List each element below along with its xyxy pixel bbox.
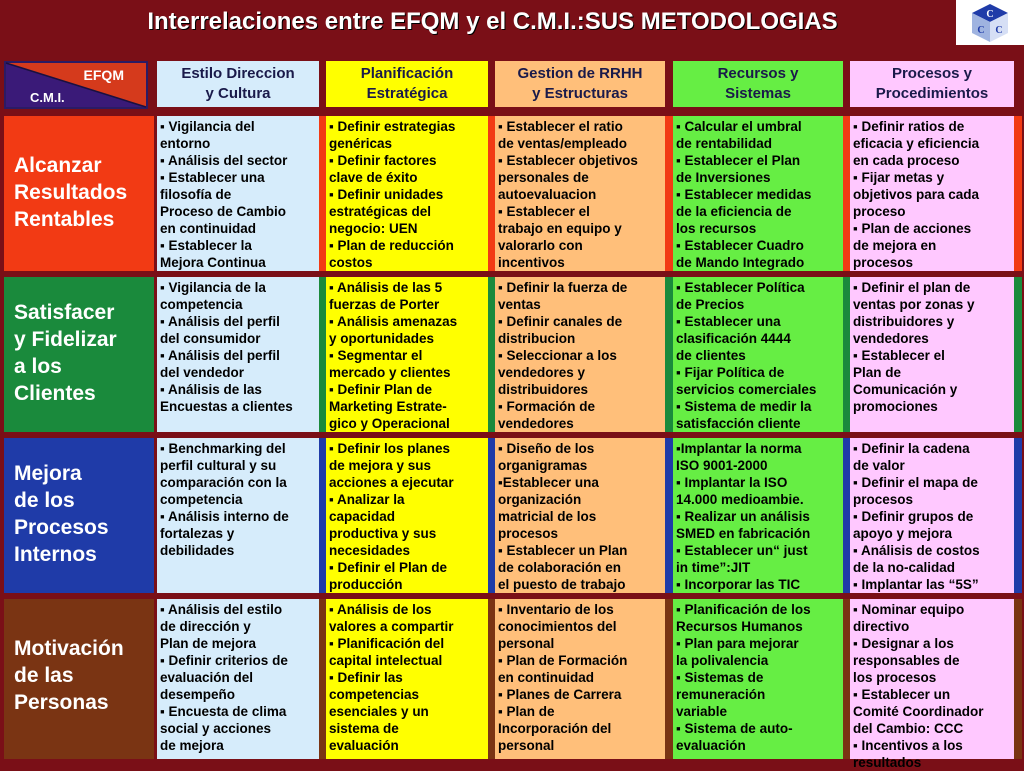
page-title: Interrelaciones entre EFQM y el C.M.I.:SUS METODOLOGIAS [147, 8, 838, 35]
cell-satisfacer-clientes-estilo-direccion: ▪ Vigilancia de la competencia ▪ Análisis del perfil del consumidor ▪ Análisis del perfil del vendedor ▪ Análisis de las Encuestas a clientes [157, 277, 319, 432]
cell-satisfacer-clientes-gestion-rrhh: ▪ Definir la fuerza de ventas ▪ Definir canales de distribucion ▪ Seleccionar a los vendedores y distribuidores ▪ Formación de vendedores [495, 277, 665, 432]
cell-alcanzar-resultados-gestion-rrhh: ▪ Establecer el ratio de ventas/empleado ▪ Establecer objetivos personales de autoevaluacion ▪ Establecer el trabajo en equipo y valorarlo con incentivos [495, 116, 665, 271]
row-band-segment [1014, 277, 1022, 432]
row-band-segment [1014, 438, 1022, 593]
row-header-motivacion-personas: Motivación de las Personas [4, 599, 154, 759]
cell-motivacion-personas-planificacion-estrategica: ▪ Análisis de los valores a compartir ▪ Planificación del capital intelectual ▪ Definir las competencias esenciales y un sistema de evaluación [326, 599, 488, 759]
row-band-segment [1014, 116, 1022, 271]
cell-satisfacer-clientes-procesos-procedimientos: ▪ Definir el plan de ventas por zonas y distribuidores y vendedores ▪ Establecer el Plan de Comunicación y promociones [850, 277, 1014, 432]
row-header-mejora-procesos: Mejora de los Procesos Internos [4, 438, 154, 593]
row-header-satisfacer-clientes: Satisfacer y Fidelizar a los Clientes [4, 277, 154, 432]
row-band-segment [665, 116, 673, 271]
column-header-estilo-direccion: Estilo Direccion y Cultura [157, 61, 319, 107]
cell-mejora-procesos-recursos-sistemas: ▪Implantar la norma ISO 9001-2000 ▪ Implantar la ISO 14.000 medioambie. ▪ Realizar un análisis SMED en fabricación ▪ Establecer un“ just in time”:JIT ▪ Incorporar las TIC [673, 438, 843, 593]
logo-letter-top: C [986, 9, 994, 20]
corner-efqm-label: EFQM [83, 67, 124, 83]
logo-letter-left: C [977, 25, 985, 36]
cell-motivacion-personas-procesos-procedimientos: ▪ Nominar equipo directivo ▪ Designar a los responsables de los procesos ▪ Establecer un Comité Coordinador del Cambio: CCC ▪ Incentivos a los resultados [850, 599, 1014, 759]
row-band-segment [1014, 599, 1022, 759]
corner-cmi-label: C.M.I. [30, 90, 65, 105]
cell-motivacion-personas-recursos-sistemas: ▪ Planificación de los Recursos Humanos ▪ Plan para mejorar la polivalencia ▪ Sistemas de remuneración variable ▪ Sistema de auto- evaluación [673, 599, 843, 759]
cell-mejora-procesos-estilo-direccion: ▪ Benchmarking del perfil cultural y su comparación con la competencia ▪ Análisis interno de fortalezas y debilidades [157, 438, 319, 593]
cube-logo-icon [956, 0, 1024, 45]
cell-alcanzar-resultados-planificacion-estrategica: ▪ Definir estrategias genéricas ▪ Definir factores clave de éxito ▪ Definir unidades estratégicas del negocio: UEN ▪ Plan de reducción costos [326, 116, 488, 271]
logo [956, 0, 1024, 45]
column-header-procesos-procedimientos: Procesos y Procedimientos [850, 61, 1014, 107]
row-band-segment [665, 438, 673, 593]
row-band-segment [665, 599, 673, 759]
column-header-gestion-rrhh: Gestion de RRHH y Estructuras [495, 61, 665, 107]
corner-header [4, 61, 148, 109]
cell-satisfacer-clientes-recursos-sistemas: ▪ Establecer Política de Precios ▪ Establecer una clasificación 4444 de clientes ▪ Fijar Política de servicios comerciales ▪ Sistema de medir la satisfacción cliente [673, 277, 843, 432]
row-header-alcanzar-resultados: Alcanzar Resultados Rentables [4, 116, 154, 271]
cell-motivacion-personas-gestion-rrhh: ▪ Inventario de los conocimientos del personal ▪ Plan de Formación en continuidad ▪ Planes de Carrera ▪ Plan de Incorporación del personal [495, 599, 665, 759]
logo-letter-right: C [995, 25, 1003, 36]
row-band-segment [665, 277, 673, 432]
cell-mejora-procesos-planificacion-estrategica: ▪ Definir los planes de mejora y sus acciones a ejecutar ▪ Analizar la capacidad productiva y sus necesidades ▪ Definir el Plan de producción [326, 438, 488, 593]
column-header-recursos-sistemas: Recursos y Sistemas [673, 61, 843, 107]
cell-satisfacer-clientes-planificacion-estrategica: ▪ Análisis de las 5 fuerzas de Porter ▪ Análisis amenazas y oportunidades ▪ Segmentar el mercado y clientes ▪ Definir Plan de Marketing Estrate- gico y Operacional [326, 277, 488, 432]
cell-motivacion-personas-estilo-direccion: ▪ Análisis del estilo de dirección y Plan de mejora ▪ Definir criterios de evaluación del desempeño ▪ Encuesta de clima social y acciones de mejora [157, 599, 319, 759]
column-header-planificacion-estrategica: Planificación Estratégica [326, 61, 488, 107]
cell-alcanzar-resultados-estilo-direccion: ▪ Vigilancia del entorno ▪ Análisis del sector ▪ Establecer una filosofía de Proceso de Cambio en continuidad ▪ Establecer la Mejora Continua [157, 116, 319, 271]
cell-mejora-procesos-gestion-rrhh: ▪ Diseño de los organigramas ▪Establecer una organización matricial de los procesos ▪ Establecer un Plan de colaboración en el puesto de trabajo [495, 438, 665, 593]
cell-alcanzar-resultados-recursos-sistemas: ▪ Calcular el umbral de rentabilidad ▪ Establecer el Plan de Inversiones ▪ Establecer medidas de la eficiencia de los recursos ▪ Establecer Cuadro de Mando Integrado [673, 116, 843, 271]
cell-mejora-procesos-procesos-procedimientos: ▪ Definir la cadena de valor ▪ Definir el mapa de procesos ▪ Definir grupos de apoyo y mejora ▪ Análisis de costos de la no-calidad ▪ Implantar las “5S” [850, 438, 1014, 593]
cell-alcanzar-resultados-procesos-procedimientos: ▪ Definir ratios de eficacia y eficiencia en cada proceso ▪ Fijar metas y objetivos para cada proceso ▪ Plan de acciones de mejora en procesos [850, 116, 1014, 271]
